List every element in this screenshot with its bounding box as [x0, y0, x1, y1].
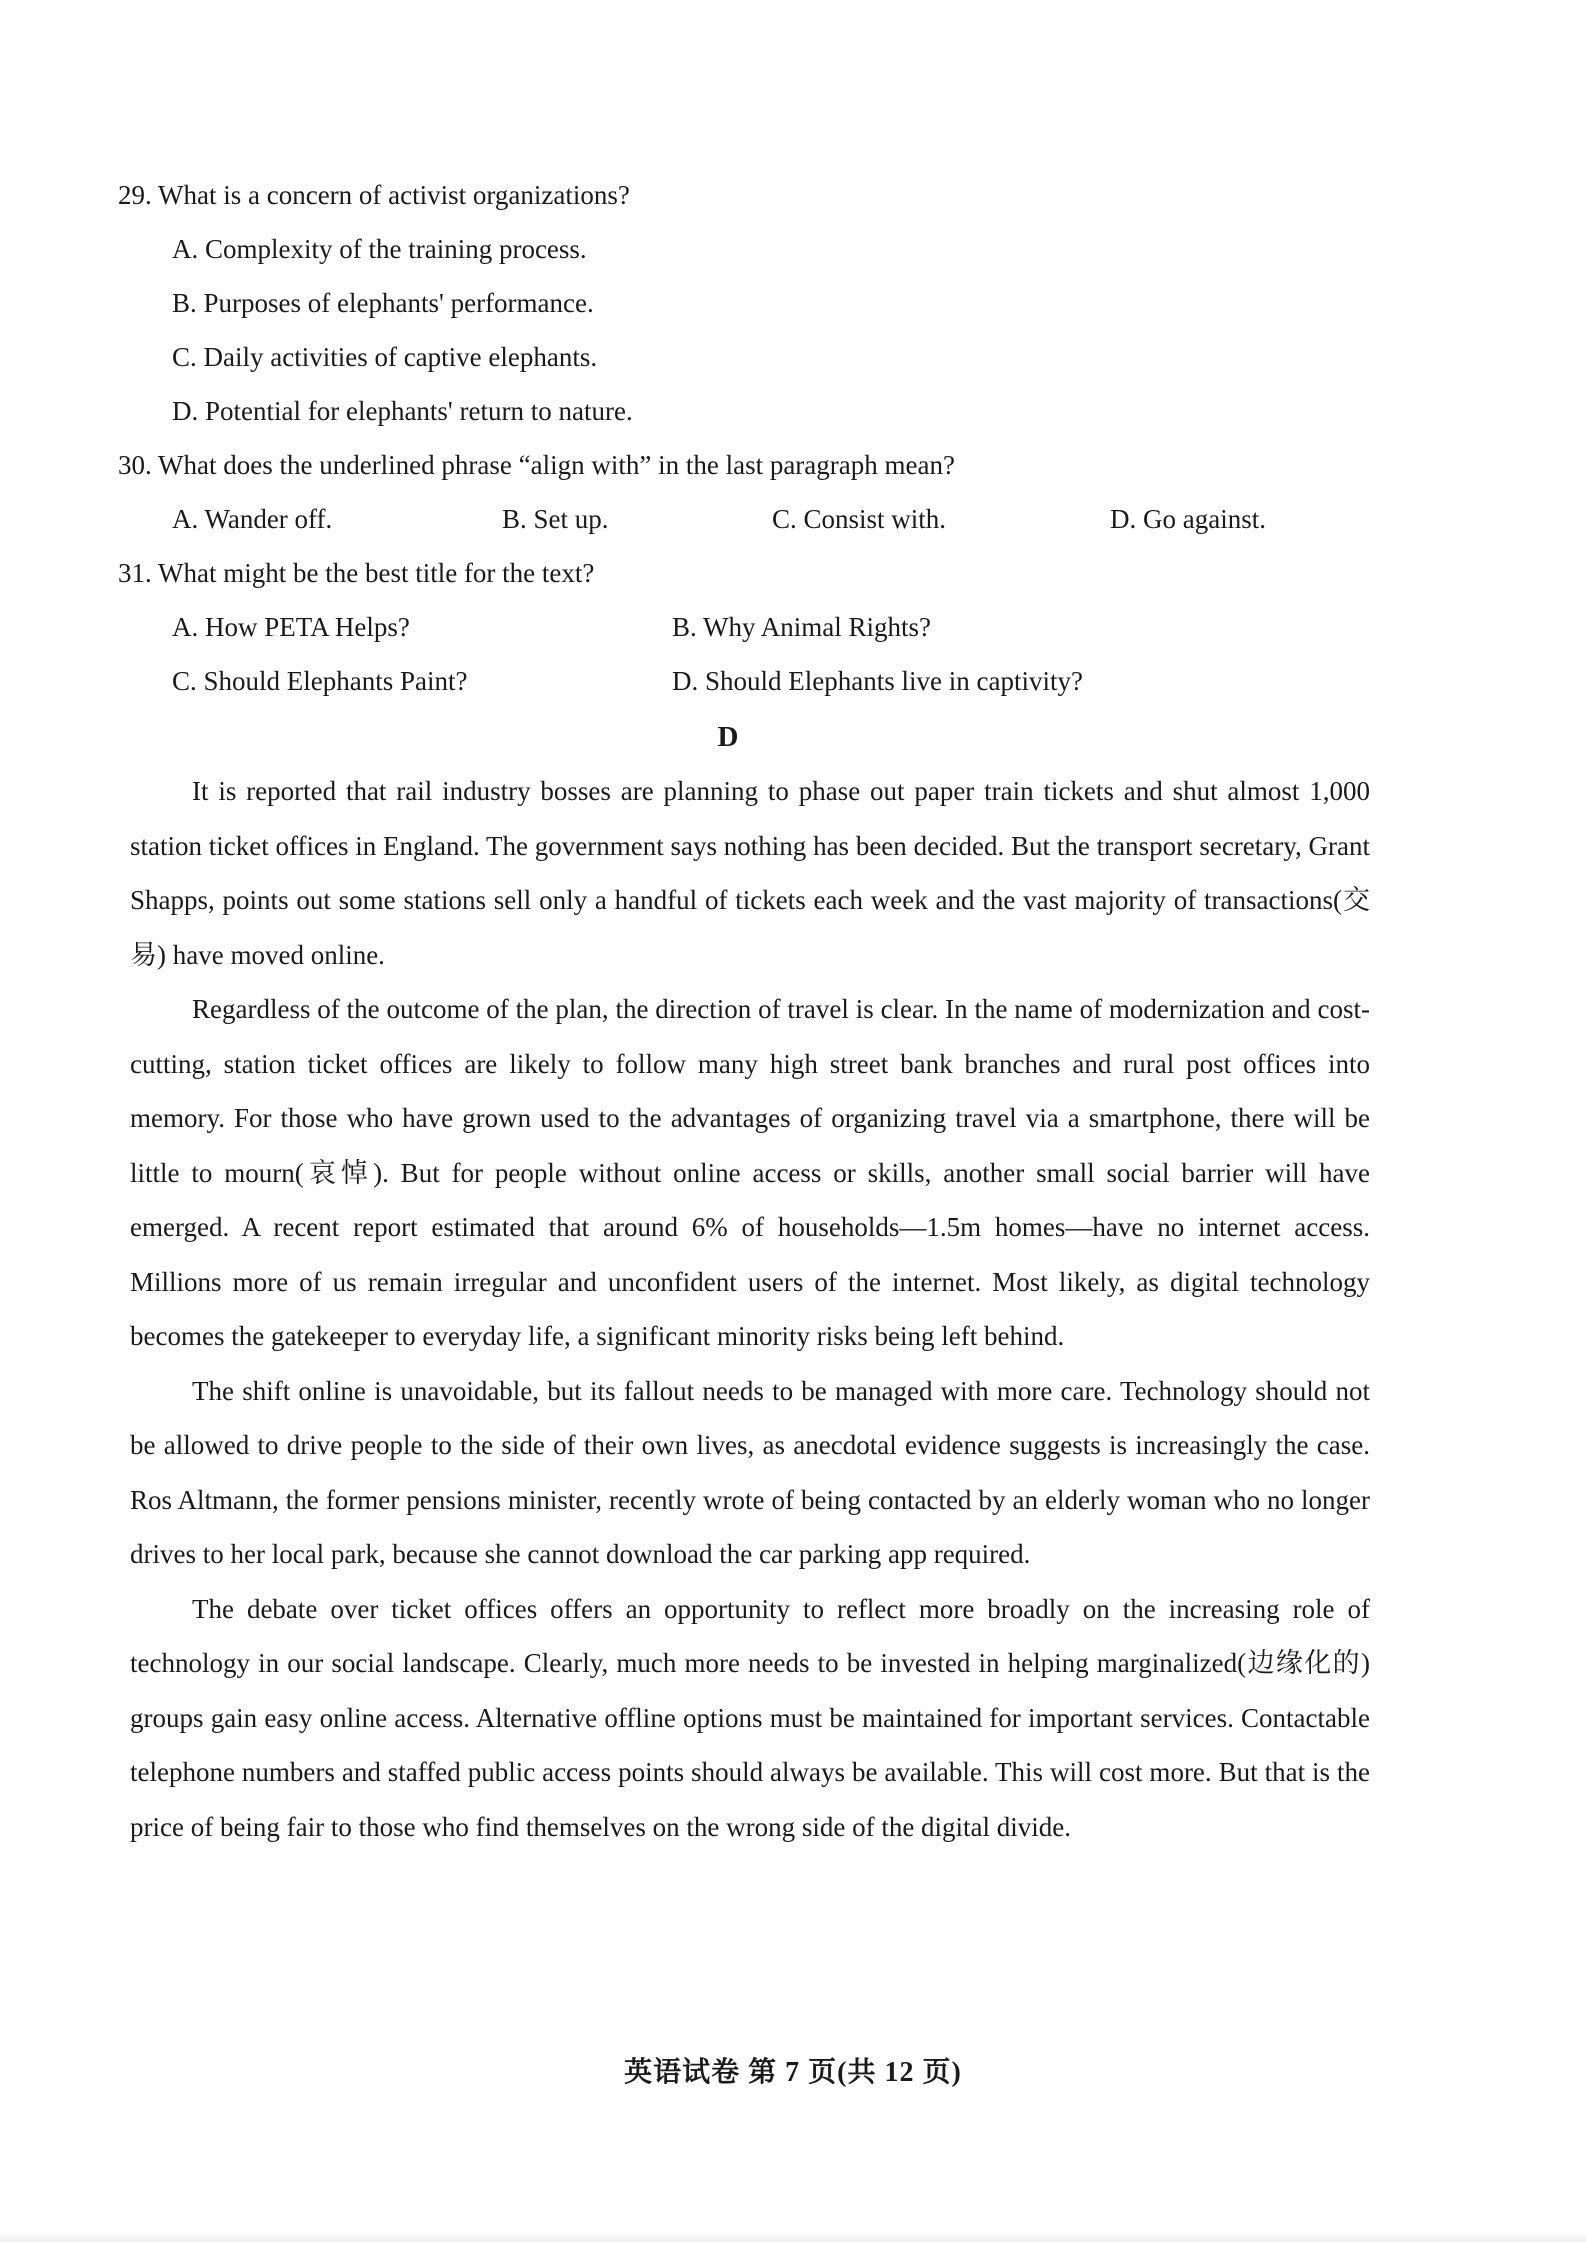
passage-paragraph-2: Regardless of the outcome of the plan, the direction of travel is clear. In the name of modernization and cost-cutting, station ticket offices are likely to follow many high street bank branches and rural post offices into memory. For those who have grown used to the advantages of organizing travel via a smartphone, there will be little to mourn(哀悼). But for people without online access or skills, another small social barrier will have emerged. A recent report estimated that around 6% of households—1.5m homes—have no internet access. Millions more of us remain irregular and unconfident users of the internet. Most likely, as digital technology becomes the gatekeeper to everyday life, a significant minority risks being left behind.	[130, 994, 1370, 1351]
question-29-option-a: A. Complexity of the training process.	[172, 234, 587, 264]
question-31-stem: 31. What might be the best title for the text?	[118, 558, 595, 588]
section-heading-d: D	[717, 721, 739, 753]
passage-paragraph-4: The debate over ticket offices offers an opportunity to reflect more broadly on the increasing role of technology in our social landscape. Clearly, much more needs to be invested in helping marginalized(边缘化的) groups gain easy online access. Alternative offline options must be maintained for important services. Contactable telephone numbers and staffed public access points should always be available. This will cost more. But that is the price of being fair to those who find themselves on the wrong side of the digital divide.	[130, 1593, 1370, 1842]
question-30-option-a: A. Wander off.	[172, 504, 333, 534]
question-31-option-a: A. How PETA Helps?	[172, 612, 410, 642]
question-29-option-c: C. Daily activities of captive elephants.	[172, 342, 598, 372]
question-31-option-d: D. Should Elephants live in captivity?	[672, 666, 1083, 696]
question-30-option-c: C. Consist with.	[772, 504, 947, 534]
question-list	[118, 168, 1378, 768]
reading-passage-d	[130, 764, 1370, 1854]
passage-paragraph-1: It is reported that rail industry bosses are planning to phase out paper train tickets and shut almost 1,000 station ticket offices in England. The government says nothing has been decided. But the transport secretary, Grant Shapps, points out some stations sell only a handful of tickets each week and the vast majority of transactions(交易) have moved online.	[130, 776, 1370, 970]
page-footer: 英语试卷 第 7 页(共 12 页)	[624, 2057, 962, 2088]
passage-paragraph-3: The shift online is unavoidable, but its fallout needs to be managed with more care. Technology should not be allowed to drive people to the side of their own lives, as anecdotal evidence suggests is increasingly the case. Ros Altmann, the former pensions minister, recently wrote of being contacted by an elderly woman who no longer drives to her local park, because she cannot download the car parking app required.	[130, 1375, 1370, 1569]
question-31-option-c: C. Should Elephants Paint?	[172, 666, 468, 696]
question-31-options-row-2	[172, 654, 1378, 708]
question-31-option-b: B. Why Animal Rights?	[672, 612, 932, 642]
question-29-stem: 29. What is a concern of activist organizations?	[118, 180, 630, 210]
question-29-option-d: D. Potential for elephants' return to nature.	[172, 396, 633, 426]
scan-edge-shadow	[0, 2232, 1586, 2242]
question-30-option-d: D. Go against.	[1110, 504, 1266, 534]
question-30-option-b: B. Set up.	[502, 504, 609, 534]
question-31-options-row-1	[172, 600, 1378, 654]
question-29-option-b: B. Purposes of elephants' performance.	[172, 288, 594, 318]
question-30-stem: 30. What does the underlined phrase “align with” in the last paragraph mean?	[118, 450, 955, 480]
question-30-options	[172, 492, 1378, 546]
